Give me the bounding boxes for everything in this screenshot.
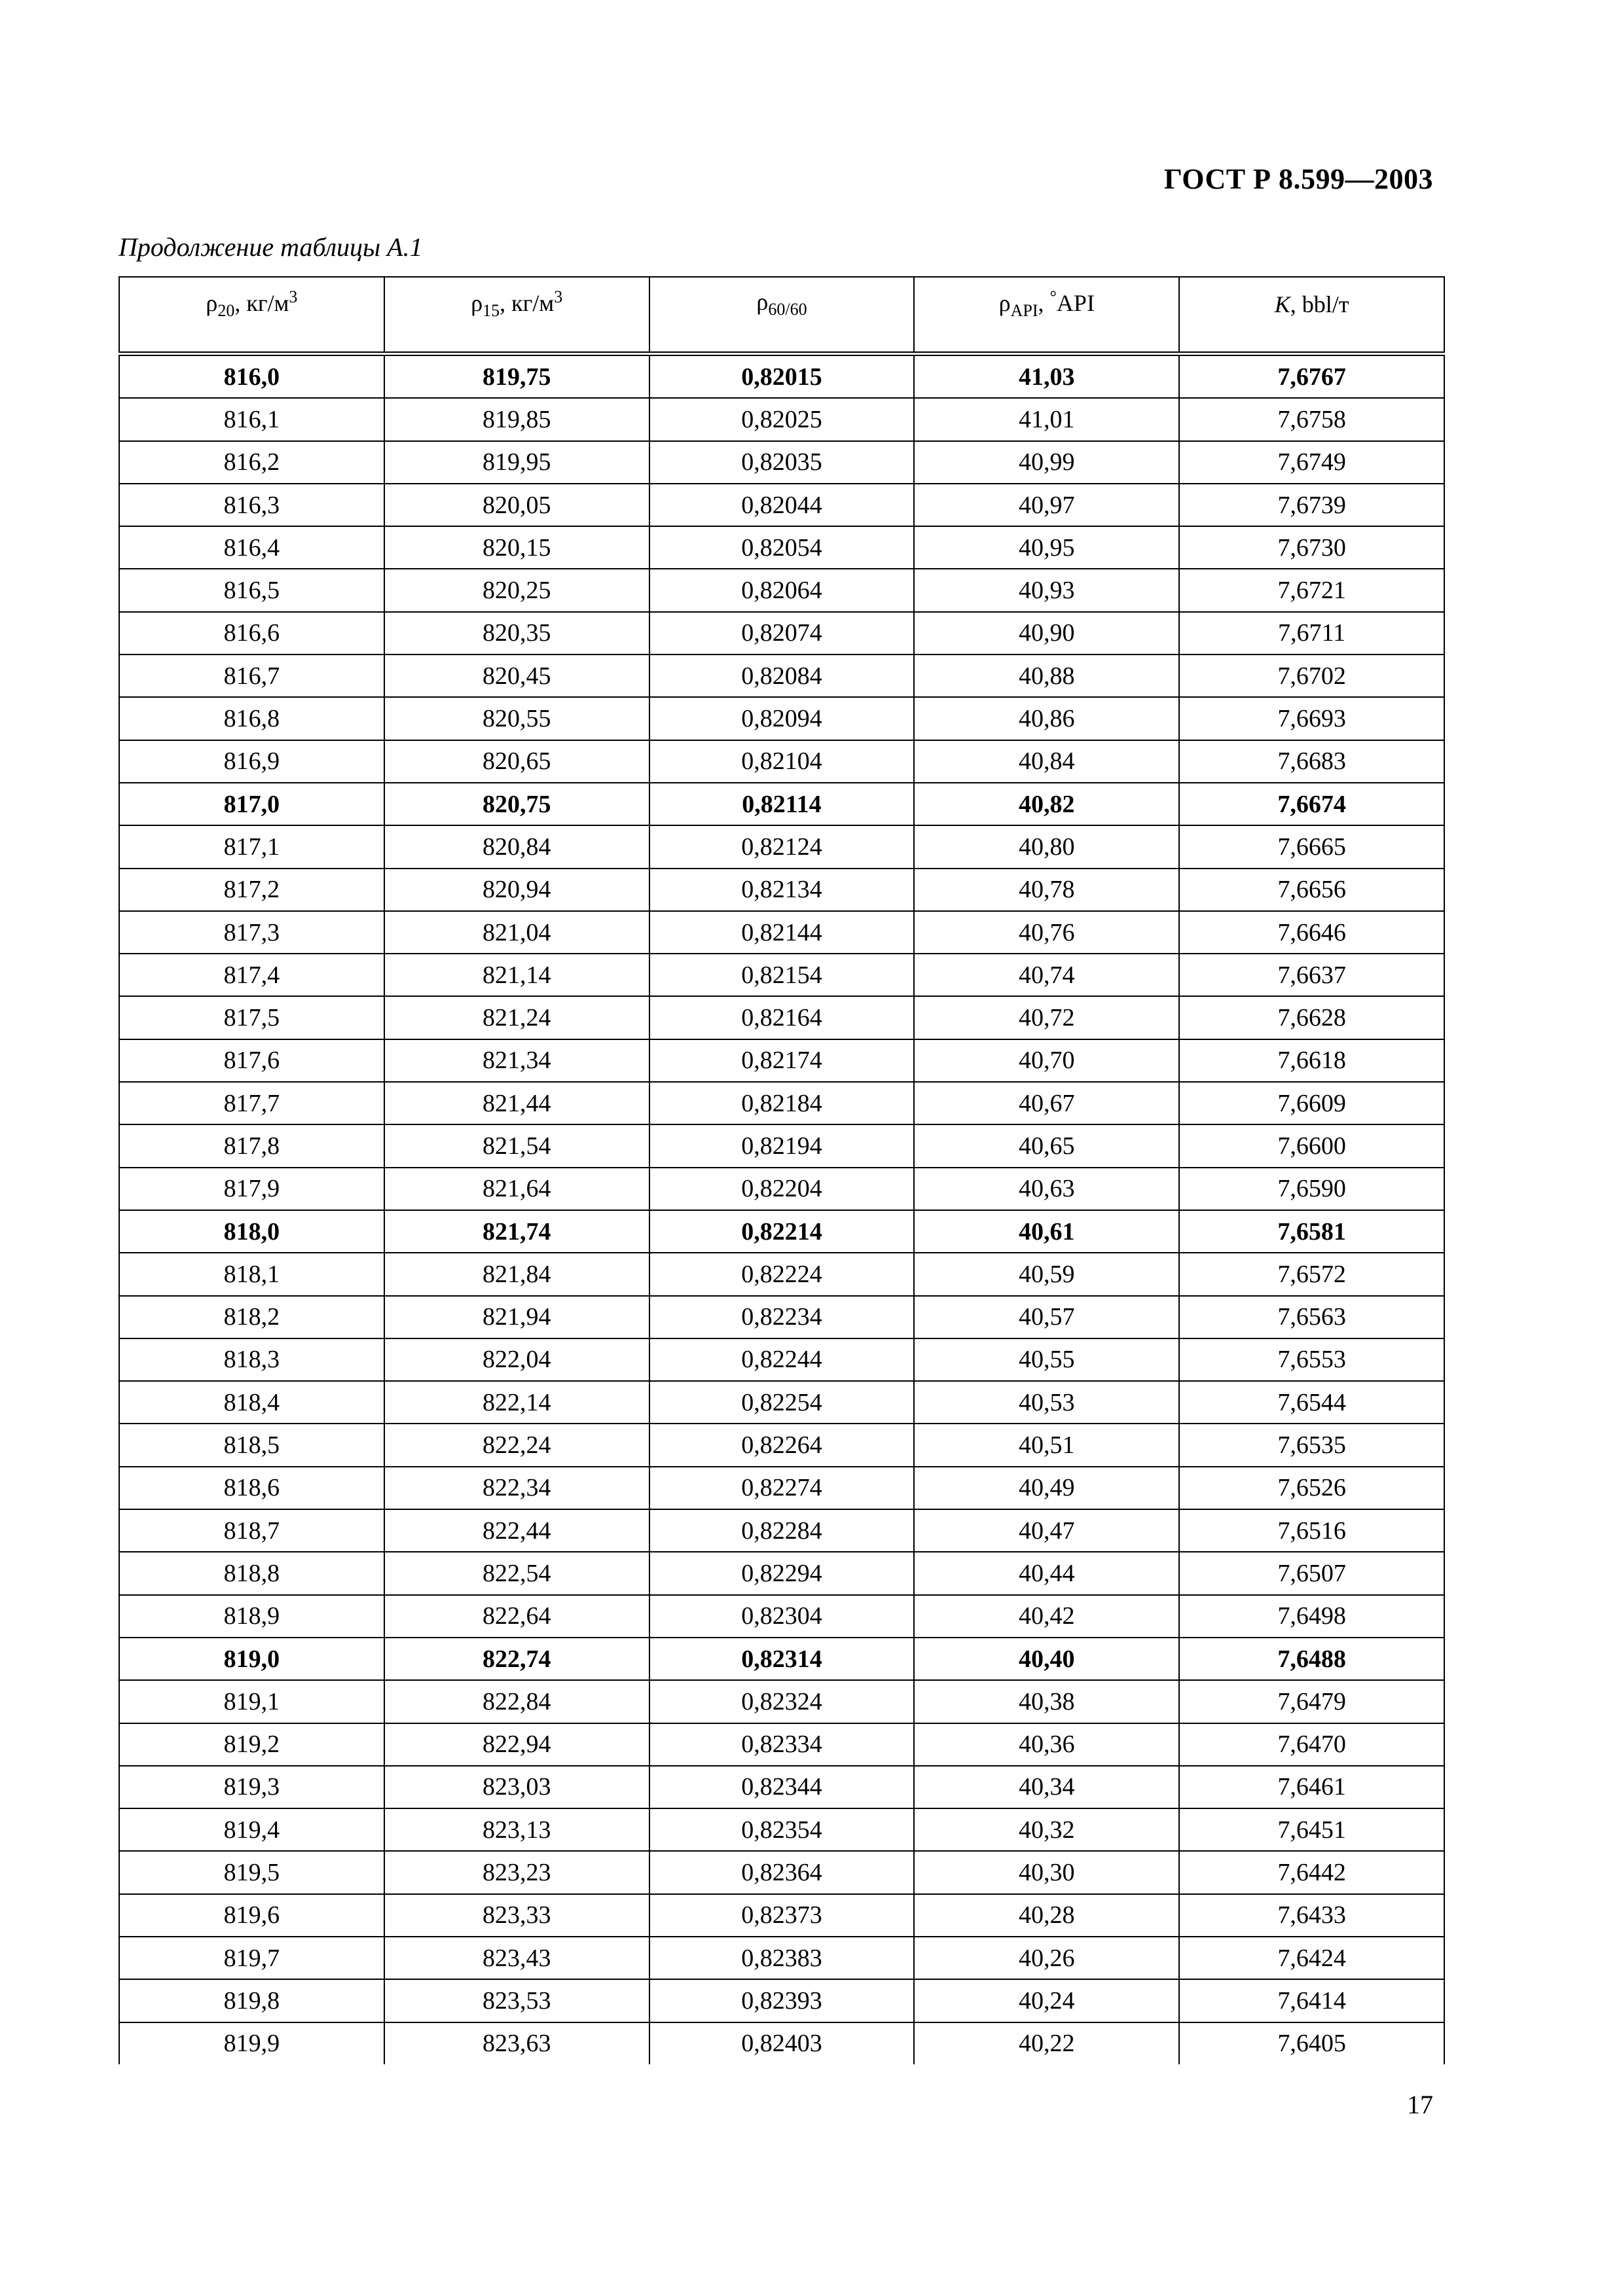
header-superscript: ° xyxy=(1049,287,1057,306)
table-cell: 7,6702 xyxy=(1179,655,1444,697)
table-row xyxy=(119,655,1444,697)
table-cell: 7,6526 xyxy=(1179,1467,1444,1509)
table-cell: 0,82114 xyxy=(649,783,915,825)
table-row xyxy=(119,1296,1444,1338)
table-cell: 822,04 xyxy=(384,1338,649,1381)
table-cell: 817,8 xyxy=(119,1124,384,1167)
table-cell: 7,6424 xyxy=(1179,1937,1444,1979)
table-cell: 822,34 xyxy=(384,1467,649,1509)
table-cell: 7,6414 xyxy=(1179,1979,1444,2022)
table-cell: 0,82364 xyxy=(649,1851,915,1893)
table-cell: 40,49 xyxy=(914,1467,1179,1509)
table-cell: 7,6479 xyxy=(1179,1680,1444,1723)
table-cell: 7,6507 xyxy=(1179,1552,1444,1594)
column-header-2 xyxy=(384,277,649,354)
table-cell: 7,6563 xyxy=(1179,1296,1444,1338)
column-header-1 xyxy=(119,277,384,354)
table-cell: 0,82274 xyxy=(649,1467,915,1509)
table-cell: 820,25 xyxy=(384,569,649,611)
table-cell: 0,82054 xyxy=(649,526,915,569)
table-cell: 821,34 xyxy=(384,1039,649,1082)
header-symbol: ρ xyxy=(206,289,218,316)
table-cell: 40,42 xyxy=(914,1595,1179,1638)
table-cell: 820,45 xyxy=(384,655,649,697)
table-cell: 820,75 xyxy=(384,783,649,825)
table-cell: 41,03 xyxy=(914,354,1179,399)
table-cell: 40,47 xyxy=(914,1509,1179,1552)
table-cell: 0,82234 xyxy=(649,1296,915,1338)
column-header-label xyxy=(998,287,1095,321)
table-cell: 0,82025 xyxy=(649,398,915,440)
table-cell: 40,59 xyxy=(914,1253,1179,1295)
table-cell: 7,6693 xyxy=(1179,697,1444,740)
table-cell: 40,95 xyxy=(914,526,1179,569)
document-code: ГОСТ Р 8.599—2003 xyxy=(1163,163,1433,195)
table-cell: 823,03 xyxy=(384,1766,649,1808)
table-cell: 0,82314 xyxy=(649,1638,915,1680)
table-cell: 816,1 xyxy=(119,398,384,440)
table-row xyxy=(119,954,1444,996)
table-cell: 823,43 xyxy=(384,1937,649,1979)
table-cell: 7,6646 xyxy=(1179,911,1444,954)
table-cell: 818,4 xyxy=(119,1381,384,1424)
table-cell: 40,74 xyxy=(914,954,1179,996)
table-cell: 40,63 xyxy=(914,1168,1179,1210)
table-cell: 822,94 xyxy=(384,1723,649,1766)
table-cell: 0,82344 xyxy=(649,1766,915,1808)
table-header xyxy=(119,277,1444,354)
table-row xyxy=(119,1253,1444,1295)
table-cell: 816,7 xyxy=(119,655,384,697)
table-cell: 7,6618 xyxy=(1179,1039,1444,1082)
table-row xyxy=(119,783,1444,825)
table-row xyxy=(119,569,1444,611)
table-cell: 817,5 xyxy=(119,996,384,1039)
table-cell: 822,74 xyxy=(384,1638,649,1680)
table-row xyxy=(119,1595,1444,1638)
table-cell: 819,6 xyxy=(119,1894,384,1937)
table-cell: 0,82334 xyxy=(649,1723,915,1766)
table-cell: 821,54 xyxy=(384,1124,649,1167)
table-cell: 7,6516 xyxy=(1179,1509,1444,1552)
table-cell: 7,6461 xyxy=(1179,1766,1444,1808)
table-cell: 816,4 xyxy=(119,526,384,569)
table-cell: 821,14 xyxy=(384,954,649,996)
table-cell: 0,82044 xyxy=(649,484,915,526)
table-cell: 816,9 xyxy=(119,740,384,783)
table-cell: 817,4 xyxy=(119,954,384,996)
table-row xyxy=(119,1937,1444,1979)
header-subscript: 20 xyxy=(217,301,235,321)
table-cell: 818,8 xyxy=(119,1552,384,1594)
column-header-label xyxy=(206,287,298,321)
table-cell: 7,6628 xyxy=(1179,996,1444,1039)
table-cell: 821,24 xyxy=(384,996,649,1039)
table-row xyxy=(119,996,1444,1039)
table-cell: 818,2 xyxy=(119,1296,384,1338)
table-cell: 40,40 xyxy=(914,1638,1179,1680)
table-cell: 818,6 xyxy=(119,1467,384,1509)
table-cell: 7,6600 xyxy=(1179,1124,1444,1167)
table-cell: 0,82174 xyxy=(649,1039,915,1082)
table-cell: 816,8 xyxy=(119,697,384,740)
table-cell: 819,75 xyxy=(384,354,649,399)
table-cell: 821,74 xyxy=(384,1210,649,1253)
table-cell: 7,6572 xyxy=(1179,1253,1444,1295)
table-cell: 819,0 xyxy=(119,1638,384,1680)
table-cell: 820,05 xyxy=(384,484,649,526)
table-row xyxy=(119,1424,1444,1466)
table-cell: 818,9 xyxy=(119,1595,384,1638)
table-cell: 816,0 xyxy=(119,354,384,399)
table-cell: 821,94 xyxy=(384,1296,649,1338)
header-superscript: 3 xyxy=(289,287,298,306)
table-cell: 40,82 xyxy=(914,783,1179,825)
table-cell: 40,97 xyxy=(914,484,1179,526)
table-cell: 7,6498 xyxy=(1179,1595,1444,1638)
table-cell: 0,82224 xyxy=(649,1253,915,1295)
table-cell: 7,6721 xyxy=(1179,569,1444,611)
table-cell: 822,44 xyxy=(384,1509,649,1552)
table-body xyxy=(119,354,1444,2064)
table-cell: 823,33 xyxy=(384,1894,649,1937)
table-cell: 820,15 xyxy=(384,526,649,569)
table-cell: 821,04 xyxy=(384,911,649,954)
table-cell: 7,6581 xyxy=(1179,1210,1444,1253)
header-subscript: 60/60 xyxy=(768,300,807,319)
table-row xyxy=(119,911,1444,954)
table-row xyxy=(119,1338,1444,1381)
table-cell: 40,70 xyxy=(914,1039,1179,1082)
table-cell: 40,24 xyxy=(914,1979,1179,2022)
table-row xyxy=(119,2022,1444,2064)
column-header-label xyxy=(756,289,807,319)
table-row xyxy=(119,1894,1444,1937)
table-cell: 818,3 xyxy=(119,1338,384,1381)
table-cell: 7,6470 xyxy=(1179,1723,1444,1766)
table-cell: 823,63 xyxy=(384,2022,649,2064)
table-cell: 7,6656 xyxy=(1179,869,1444,911)
table-cell: 40,36 xyxy=(914,1723,1179,1766)
table-cell: 40,55 xyxy=(914,1338,1179,1381)
header-symbol: ρ xyxy=(471,289,483,316)
table-cell: 822,54 xyxy=(384,1552,649,1594)
column-header-label xyxy=(471,287,563,321)
table-cell: 0,82035 xyxy=(649,441,915,484)
table-row xyxy=(119,825,1444,868)
header-symbol: ρ xyxy=(756,289,769,315)
table-caption: Продолжение таблицы А.1 xyxy=(119,232,423,262)
table-cell: 0,82194 xyxy=(649,1124,915,1167)
table-cell: 7,6442 xyxy=(1179,1851,1444,1893)
table-cell: 821,44 xyxy=(384,1082,649,1124)
density-table xyxy=(119,276,1445,2064)
table-cell: 7,6637 xyxy=(1179,954,1444,996)
table-cell: 7,6683 xyxy=(1179,740,1444,783)
table-row xyxy=(119,1381,1444,1424)
table-cell: 7,6433 xyxy=(1179,1894,1444,1937)
table-cell: 0,82134 xyxy=(649,869,915,911)
table-cell: 821,64 xyxy=(384,1168,649,1210)
table-cell: 40,76 xyxy=(914,911,1179,954)
table-cell: 0,82264 xyxy=(649,1424,915,1466)
table-cell: 7,6711 xyxy=(1179,612,1444,655)
column-header-label xyxy=(1275,291,1349,317)
table-cell: 821,84 xyxy=(384,1253,649,1295)
table-row xyxy=(119,398,1444,440)
table-cell: 817,3 xyxy=(119,911,384,954)
table-cell: 7,6758 xyxy=(1179,398,1444,440)
table-cell: 0,82324 xyxy=(649,1680,915,1723)
table-cell: 822,24 xyxy=(384,1424,649,1466)
table-cell: 7,6730 xyxy=(1179,526,1444,569)
table-row xyxy=(119,1467,1444,1509)
table-cell: 40,38 xyxy=(914,1680,1179,1723)
table-row xyxy=(119,740,1444,783)
table-row xyxy=(119,1638,1444,1680)
table-cell: 0,82403 xyxy=(649,2022,915,2064)
table-row xyxy=(119,1509,1444,1552)
table-cell: 818,1 xyxy=(119,1253,384,1295)
table-cell: 0,82015 xyxy=(649,354,915,399)
table-cell: 40,67 xyxy=(914,1082,1179,1124)
table-cell: 819,95 xyxy=(384,441,649,484)
table-cell: 40,86 xyxy=(914,697,1179,740)
table-cell: 817,7 xyxy=(119,1082,384,1124)
table-cell: 823,23 xyxy=(384,1851,649,1893)
table-cell: 0,82294 xyxy=(649,1552,915,1594)
header-superscript: 3 xyxy=(554,287,563,306)
table-row xyxy=(119,1168,1444,1210)
table-cell: 0,82284 xyxy=(649,1509,915,1552)
header-symbol: K xyxy=(1274,291,1290,317)
table-cell: 40,80 xyxy=(914,825,1179,868)
table-cell: 822,84 xyxy=(384,1680,649,1723)
table-cell: 40,53 xyxy=(914,1381,1179,1424)
table-cell: 40,65 xyxy=(914,1124,1179,1167)
table-cell: 817,9 xyxy=(119,1168,384,1210)
table-cell: 7,6609 xyxy=(1179,1082,1444,1124)
table-cell: 822,14 xyxy=(384,1381,649,1424)
table-cell: 41,01 xyxy=(914,398,1179,440)
table-cell: 7,6488 xyxy=(1179,1638,1444,1680)
header-subscript: 15 xyxy=(483,301,500,321)
table-cell: 7,6767 xyxy=(1179,354,1444,399)
table-cell: 0,82074 xyxy=(649,612,915,655)
table-cell: 818,5 xyxy=(119,1424,384,1466)
column-header-5 xyxy=(1179,277,1444,354)
header-symbol: ρ xyxy=(998,289,1011,316)
table-cell: 819,3 xyxy=(119,1766,384,1808)
table-cell: 40,88 xyxy=(914,655,1179,697)
page-number: 17 xyxy=(1407,2090,1433,2119)
header-unit: , bbl/т xyxy=(1290,291,1349,317)
table-cell: 40,57 xyxy=(914,1296,1179,1338)
header-unit-tail: API xyxy=(1056,289,1095,316)
table-cell: 820,55 xyxy=(384,697,649,740)
table-cell: 817,0 xyxy=(119,783,384,825)
table-cell: 820,65 xyxy=(384,740,649,783)
table-row xyxy=(119,1979,1444,2022)
table-cell: 819,7 xyxy=(119,1937,384,1979)
table-cell: 0,82084 xyxy=(649,655,915,697)
table-cell: 7,6739 xyxy=(1179,484,1444,526)
table-row xyxy=(119,1082,1444,1124)
table-row xyxy=(119,869,1444,911)
table-row xyxy=(119,1851,1444,1893)
table-cell: 816,5 xyxy=(119,569,384,611)
table-cell: 40,61 xyxy=(914,1210,1179,1253)
table-cell: 40,30 xyxy=(914,1851,1179,1893)
table-cell: 823,13 xyxy=(384,1808,649,1851)
table-cell: 0,82154 xyxy=(649,954,915,996)
table-cell: 40,99 xyxy=(914,441,1179,484)
table-cell: 817,1 xyxy=(119,825,384,868)
table-cell: 819,8 xyxy=(119,1979,384,2022)
table-cell: 0,82204 xyxy=(649,1168,915,1210)
table-row xyxy=(119,1808,1444,1851)
table-row xyxy=(119,1766,1444,1808)
table-cell: 0,82124 xyxy=(649,825,915,868)
table-cell: 819,5 xyxy=(119,1851,384,1893)
table-cell: 0,82254 xyxy=(649,1381,915,1424)
table-cell: 0,82104 xyxy=(649,740,915,783)
table-cell: 817,6 xyxy=(119,1039,384,1082)
header-subscript: API xyxy=(1010,301,1038,321)
header-unit: , кг/м xyxy=(500,289,555,316)
table-cell: 40,84 xyxy=(914,740,1179,783)
table-cell: 7,6544 xyxy=(1179,1381,1444,1424)
table-cell: 820,94 xyxy=(384,869,649,911)
table-cell: 0,82244 xyxy=(649,1338,915,1381)
table-cell: 40,34 xyxy=(914,1766,1179,1808)
table-cell: 7,6553 xyxy=(1179,1338,1444,1381)
table-cell: 819,85 xyxy=(384,398,649,440)
table-row xyxy=(119,484,1444,526)
table-cell: 820,35 xyxy=(384,612,649,655)
table-cell: 0,82373 xyxy=(649,1894,915,1937)
table-cell: 0,82164 xyxy=(649,996,915,1039)
table-row xyxy=(119,1680,1444,1723)
table-cell: 40,78 xyxy=(914,869,1179,911)
table-cell: 819,1 xyxy=(119,1680,384,1723)
table-row xyxy=(119,1552,1444,1594)
table-cell: 819,9 xyxy=(119,2022,384,2064)
table-row xyxy=(119,612,1444,655)
table-cell: 822,64 xyxy=(384,1595,649,1638)
table-row xyxy=(119,354,1444,399)
table-cell: 818,7 xyxy=(119,1509,384,1552)
table-cell: 819,2 xyxy=(119,1723,384,1766)
table-cell: 820,84 xyxy=(384,825,649,868)
table-cell: 7,6405 xyxy=(1179,2022,1444,2064)
header-row xyxy=(119,277,1444,354)
table-row xyxy=(119,526,1444,569)
table-row xyxy=(119,1723,1444,1766)
table-cell: 0,82393 xyxy=(649,1979,915,2022)
table-cell: 40,93 xyxy=(914,569,1179,611)
table-cell: 7,6590 xyxy=(1179,1168,1444,1210)
table-cell: 7,6674 xyxy=(1179,783,1444,825)
table-cell: 0,82383 xyxy=(649,1937,915,1979)
table-row xyxy=(119,697,1444,740)
table-cell: 7,6665 xyxy=(1179,825,1444,868)
table-cell: 819,4 xyxy=(119,1808,384,1851)
column-header-4 xyxy=(914,277,1179,354)
table-cell: 823,53 xyxy=(384,1979,649,2022)
header-unit: , xyxy=(1038,289,1050,316)
table-cell: 40,51 xyxy=(914,1424,1179,1466)
table-cell: 818,0 xyxy=(119,1210,384,1253)
column-header-3 xyxy=(649,277,915,354)
table-cell: 816,2 xyxy=(119,441,384,484)
table-row xyxy=(119,1210,1444,1253)
header-unit: , кг/м xyxy=(234,289,289,316)
table-row xyxy=(119,441,1444,484)
table-row xyxy=(119,1124,1444,1167)
table-cell: 40,28 xyxy=(914,1894,1179,1937)
table-cell: 7,6749 xyxy=(1179,441,1444,484)
table-cell: 816,3 xyxy=(119,484,384,526)
table-cell: 816,6 xyxy=(119,612,384,655)
table-row xyxy=(119,1039,1444,1082)
table-cell: 7,6451 xyxy=(1179,1808,1444,1851)
table-cell: 40,90 xyxy=(914,612,1179,655)
table-cell: 817,2 xyxy=(119,869,384,911)
table-cell: 40,32 xyxy=(914,1808,1179,1851)
table-cell: 0,82144 xyxy=(649,911,915,954)
table-cell: 0,82354 xyxy=(649,1808,915,1851)
table-cell: 0,82094 xyxy=(649,697,915,740)
table-cell: 40,72 xyxy=(914,996,1179,1039)
table-cell: 0,82064 xyxy=(649,569,915,611)
table-cell: 0,82214 xyxy=(649,1210,915,1253)
table-cell: 0,82304 xyxy=(649,1595,915,1638)
table-cell: 40,22 xyxy=(914,2022,1179,2064)
table-cell: 0,82184 xyxy=(649,1082,915,1124)
table-cell: 40,26 xyxy=(914,1937,1179,1979)
table-cell: 40,44 xyxy=(914,1552,1179,1594)
table-cell: 7,6535 xyxy=(1179,1424,1444,1466)
